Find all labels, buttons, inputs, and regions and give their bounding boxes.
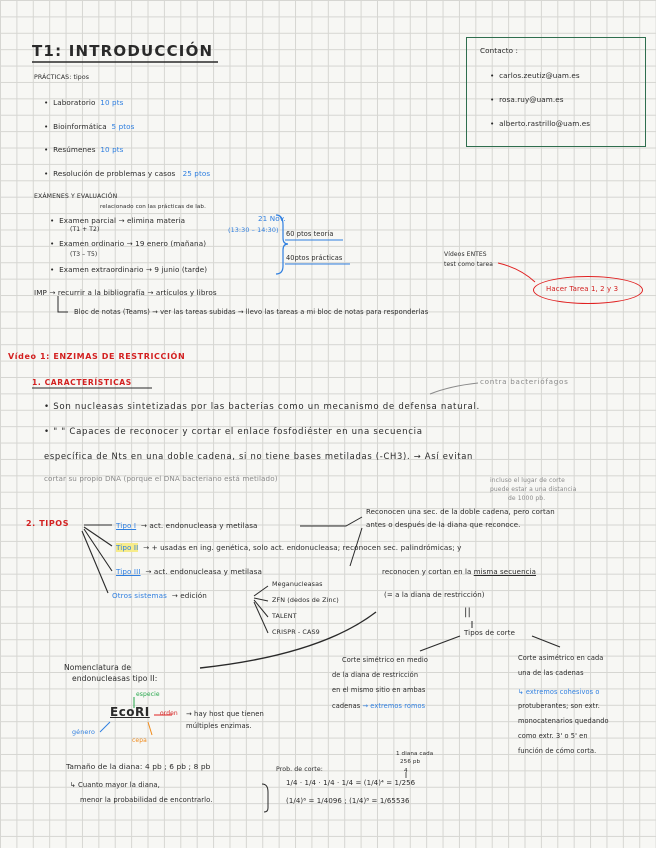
corte-heading: Tipos de corte [464,629,516,637]
corte-asim-line: ↳ extremos cohesivos o [518,688,600,696]
examen-parcial-time: (13:30 – 14:30) [228,226,279,234]
caracteristicas-line-1: • Son nucleasas sintetizadas por las bacterias como un mecanismo de defensa natural. [44,402,480,412]
teoria-points: 60 ptos teoría [286,230,334,238]
practica-item: • Resolución de problemas y casos 25 ptos [44,169,211,178]
equal-mark: || [464,607,471,618]
examen-extra: • Examen extraordinario → 9 junio (tarde) [50,265,208,274]
practica-item: • Bioinformática 5 ptos [44,122,135,131]
talent: TALENT [272,612,297,620]
examen-parcial-date: 21 Nov. [258,214,286,223]
diana-note-4: 4 [404,768,408,774]
contact-email-3: • alberto.rastrillo@uam.es [490,119,591,128]
especie-label: especie [136,691,160,698]
diana-line: (= a la diana de restricción) [384,591,485,599]
caracteristicas-line-2: • " " Capaces de reconocer y cortar el enlace fosfodiéster en una secuencia [44,427,423,437]
practica-item: • Resúmenes 10 pts [44,145,124,154]
pb-note: de 1000 pb. [508,495,546,502]
examen-parcial: • Examen parcial → elimina materia [50,216,186,225]
incluso-note: incluso el lugar de corte [490,477,565,484]
bloc-line: Bloc de notas (Teams) → ver las tareas subidas → llevo las tareas a mi bloc de notas para responderlas [74,308,429,316]
examenes-heading: EXÁMENES Y EVALUACIÓN [34,193,118,200]
reconocen-line: Reconocen una sec. de la doble cadena, pero cortan [366,508,555,516]
hay-note: → hay host que tienen [186,710,264,718]
prob-line-1: 1/4 · 1/4 · 1/4 · 1/4 = (1/4)⁴ = 1/256 [286,779,416,787]
cepa-label: cepa [132,737,147,744]
caracteristicas-line-4: cortar su propio DNA (porque el DNA bacteriano está metilado) [44,474,278,483]
examen-ordinario: • Examen ordinario → 19 enero (mañana) [50,239,207,248]
prob-line-2: (1/4)⁶ = 1/4096 ; (1/4)⁸ = 1/65536 [286,797,410,805]
otros-sistemas: Otros sistemas → edición [112,591,207,600]
tipo-3: Tipo III → act. endonucleasa y metilasa [116,567,262,576]
contact-email-2: • rosa.ruy@uam.es [490,95,564,104]
corte-asim-line: protuberantes; son extr. [518,702,600,710]
practicas-heading: PRÁCTICAS: tipos [34,74,90,81]
zfn: ZFN (dedos de Zinc) [272,596,339,604]
corte-sim-line: en el mismo sitio en ambas [332,686,426,694]
corte-sim-end: cadenas → extremos romos [332,702,426,710]
orden-label: orden [160,710,178,717]
corte-asim-line: monocatenarios quedando [518,717,609,725]
tipo-2: Tipo II → + usadas en ing. genética, solo act. endonucleasa; reconocen sec. palindrómicas; y [116,543,462,552]
contact-email-1: • carlos.zeutiz@uam.es [490,71,580,80]
tamano-label: Tamaño de la diana: 4 pb ; 6 pb ; 8 pb [66,762,211,771]
caracteristicas-line-3: específica de Nts en una doble cadena, si no tiene bases metiladas (-CH3). → Así evitan [44,451,474,461]
videos-note: Vídeos ENTES [444,251,487,258]
contra-note: contra bacteriófagos [480,377,569,386]
tamano-note-2: menor la probabilidad de encontrarlo. [80,796,213,804]
diana-note: 1 diana cada [396,751,434,757]
antes-line: antes o después de la diana que reconoce. [366,521,521,529]
corte-asim-line: Corte asimétrico en cada [518,654,604,662]
corte-asim-line: como extr. 3' o 5' en [518,732,588,740]
corte-asim-line: una de las cadenas [518,669,584,677]
imp-line: IMP → recurrir a la bibliografía → artículos y libros [34,288,217,297]
contact-label: Contacto : [480,46,519,55]
hay-note-2: múltiples enzimas. [186,722,252,730]
tipo-1: Tipo I → act. endonucleasa y metilasa [116,521,258,530]
corte-sim-line: Corte simétrico en medio [342,656,428,664]
caracteristicas-heading: 1. CARACTERÍSTICAS [32,378,132,387]
examen-ordinario-sub: (T3 – T5) [70,251,98,258]
page-title: T1: INTRODUCCIÓN [32,42,214,60]
nomenclatura-heading-2: endonucleasas tipo II: [72,674,158,683]
practica-item: • Laboratorio 10 pts [44,98,124,107]
prob-label: Prob. de corte: [276,766,323,773]
homework-note: Hacer Tarea 1, 2 y 3 [546,285,619,293]
nomenclatura-heading: Nomenclatura de [64,663,132,672]
ecori-label: EcoRI [110,705,150,719]
videos-note-2: test como tarea [444,261,494,268]
video1-title: Vídeo 1: ENZIMAS DE RESTRICCIÓN [8,352,186,361]
examen-parcial-sub: (T1 + T2) [70,226,100,233]
examenes-note: relacionado con las prácticas de lab. [100,204,206,210]
reconocen2-line: reconocen y cortan en la misma secuencia [382,568,537,576]
corte-sim-line: de la diana de restricción [332,671,419,679]
corte-asim-line: función de cómo corta. [518,747,597,755]
puede-note: puede estar a una distancia [490,486,577,493]
meganucleasas: Meganucleasas [272,580,323,588]
tipos-heading: 2. TIPOS [26,519,70,528]
genero-label: género [72,728,95,736]
diana-note-2: 256 pb [400,759,421,765]
crispr: CRISPR - CAS9 [272,628,320,636]
practicas-points: 40ptos prácticas [286,254,343,262]
tamano-note: ↳ Cuanto mayor la diana, [70,781,160,789]
